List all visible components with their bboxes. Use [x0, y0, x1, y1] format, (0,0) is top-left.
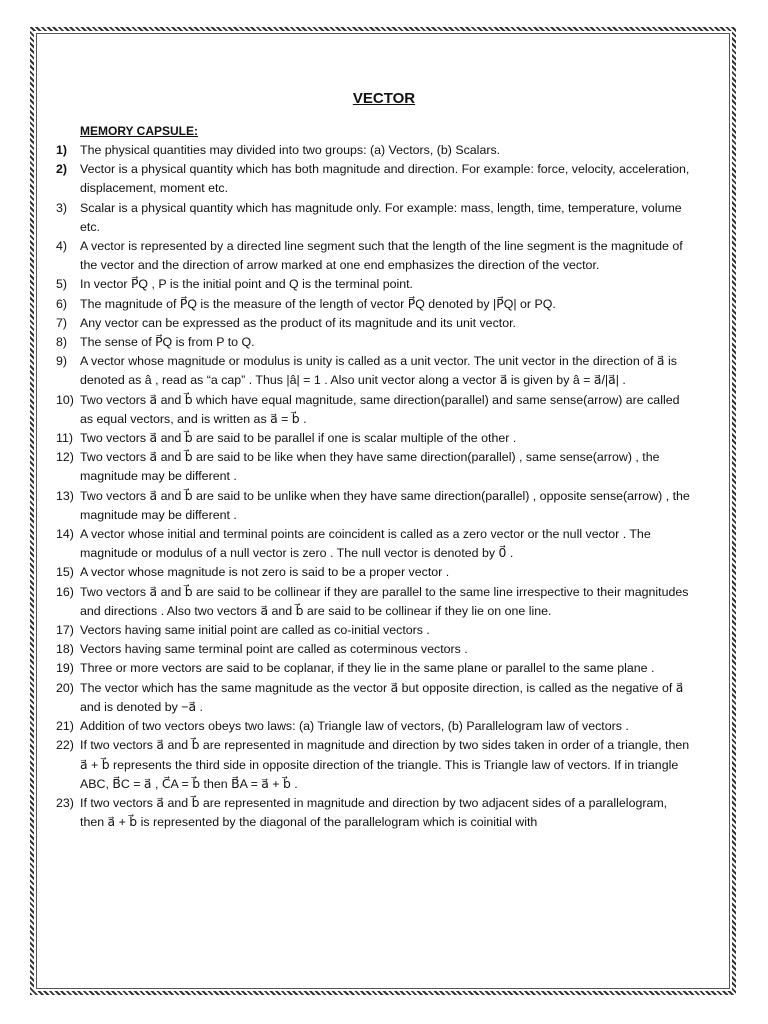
item-number: 3): [56, 200, 68, 215]
list-item: [56, 487, 692, 525]
list-item: [56, 448, 692, 486]
item-text: Vector is a physical quantity which has both magnitude and direction. For example: force, velocity, acceleration, displacement, moment etc.: [80, 162, 690, 196]
item-text: Two vectors a⃗ and b⃗ are said to be parallel if one is scalar multiple of the other .: [80, 431, 517, 446]
item-number: 9): [56, 354, 68, 369]
item-text: A vector whose initial and terminal points are coincident is called as a zero vector or the null vector . The magnitude or modulus of a null vector is zero . The null vector is denoted by 0⃗ .: [80, 527, 651, 561]
item-number: 21): [56, 719, 74, 734]
item-text: The vector which has the same magnitude as the vector a⃗ but opposite direction, is called as the negative of a⃗ and is denoted by −a⃗ .: [80, 680, 684, 714]
item-number: 2): [56, 162, 68, 177]
item-text: Two vectors a⃗ and b⃗ are said to be collinear if they are parallel to the same line irrespective to their magnitudes and directions . Also two vectors a⃗ and b⃗ are said to be collinear if they lie on one line.: [80, 584, 689, 618]
item-number: 12): [56, 450, 74, 465]
list-item: [56, 621, 692, 640]
item-text: Three or more vectors are said to be coplanar, if they lie in the same plane or parallel to the same plane .: [80, 661, 655, 676]
item-list: [56, 141, 692, 832]
item-number: 16): [56, 584, 74, 599]
list-item: [56, 160, 692, 198]
item-text: Addition of two vectors obeys two laws: (a) Triangle law of vectors, (b) Parallelogram law of vectors .: [80, 719, 629, 734]
list-item: [56, 295, 692, 314]
item-number: 17): [56, 623, 74, 638]
list-item: [56, 583, 692, 621]
item-number: 20): [56, 680, 74, 695]
item-number: 15): [56, 565, 74, 580]
item-number: 19): [56, 661, 74, 676]
item-number: 23): [56, 795, 74, 810]
item-text: A vector whose magnitude or modulus is unity is called as a unit vector. The unit vector in the direction of a⃗ is denoted as â , read as “a cap” . Thus |â| = 1 . Also unit vector along a vector a⃗ is given by â = a⃗/|a⃗| .: [80, 354, 677, 388]
item-text: Vectors having same terminal point are called as coterminous vectors .: [80, 642, 468, 657]
list-item: [56, 391, 692, 429]
item-text: The sense of P⃗Q is from P to Q.: [80, 335, 255, 350]
list-item: [56, 563, 692, 582]
item-text: The physical quantities may divided into two groups: (a) Vectors, (b) Scalars.: [80, 143, 501, 157]
list-item: [56, 736, 692, 794]
item-text: The magnitude of P⃗Q is the measure of the length of vector P⃗Q denoted by |P⃗Q| or PQ.: [80, 296, 556, 311]
list-item: [56, 794, 692, 832]
item-number: 13): [56, 488, 74, 503]
item-text: Two vectors a⃗ and b⃗ are said to be unlike when they have same direction(parallel) , opposite sense(arrow) , the magnitude may be different .: [80, 488, 690, 522]
list-item: [56, 275, 692, 294]
item-number: 5): [56, 277, 68, 292]
item-number: 18): [56, 642, 74, 657]
list-item: [56, 679, 692, 717]
item-text: A vector is represented by a directed line segment such that the length of the line segment is the magnitude of the vector and the direction of arrow marked at one end emphasizes the direction of the vector.: [80, 239, 683, 273]
item-number: 4): [56, 239, 68, 254]
item-text: A vector whose magnitude is not zero is said to be a proper vector .: [80, 565, 450, 580]
item-number: 7): [56, 315, 68, 330]
list-item: [56, 314, 692, 333]
item-number: 22): [56, 738, 74, 753]
list-item: [56, 525, 692, 563]
list-item: [56, 199, 692, 237]
item-text: If two vectors a⃗ and b⃗ are represented in magnitude and direction by two adjacent sides of a parallelogram, then a⃗ + b⃗ is represented by the diagonal of the parallelogram which is coinitial with: [80, 795, 668, 830]
item-number: 10): [56, 392, 74, 407]
item-text: Any vector can be expressed as the product of its magnitude and its unit vector.: [80, 315, 516, 330]
item-text: Two vectors a⃗ and b⃗ which have equal magnitude, same direction(parallel) and same sense(arrow) are called as equal vectors, and is written as a⃗ = b⃗ .: [80, 392, 680, 426]
item-number: 8): [56, 335, 68, 350]
list-item: [56, 141, 692, 160]
section-heading: MEMORY CAPSULE:: [80, 124, 199, 138]
item-text: In vector P⃗Q , P is the initial point and Q is the terminal point.: [80, 277, 414, 292]
list-item: [56, 237, 692, 275]
page-title: VECTOR: [352, 90, 416, 107]
item-number: 6): [56, 296, 68, 311]
item-number: 14): [56, 527, 74, 542]
item-text: Two vectors a⃗ and b⃗ are said to be like when they have same direction(parallel) , same sense(arrow) , the magnitude may be different .: [80, 450, 660, 484]
list-item: [56, 640, 692, 659]
item-number: 1): [56, 143, 68, 157]
list-item: [56, 333, 692, 352]
list-item: [56, 717, 692, 736]
item-text: If two vectors a⃗ and b⃗ are represented in magnitude and direction by two sides taken in order of a triangle, then a⃗ + b⃗ represents the third side in opposite direction of the triangle. This is Triangle law of vectors. If in triangle ABC, B⃗C = a⃗ , C⃗A = b⃗ then B⃗A = a⃗ + b⃗ .: [80, 738, 690, 791]
item-text: Vectors having same initial point are called as co-initial vectors .: [80, 623, 430, 638]
list-item: [56, 659, 692, 678]
list-item: [56, 352, 692, 390]
item-number: 11): [56, 431, 73, 446]
list-item: [56, 429, 692, 448]
item-text: Scalar is a physical quantity which has magnitude only. For example: mass, length, time, temperature, volume etc.: [80, 200, 682, 234]
